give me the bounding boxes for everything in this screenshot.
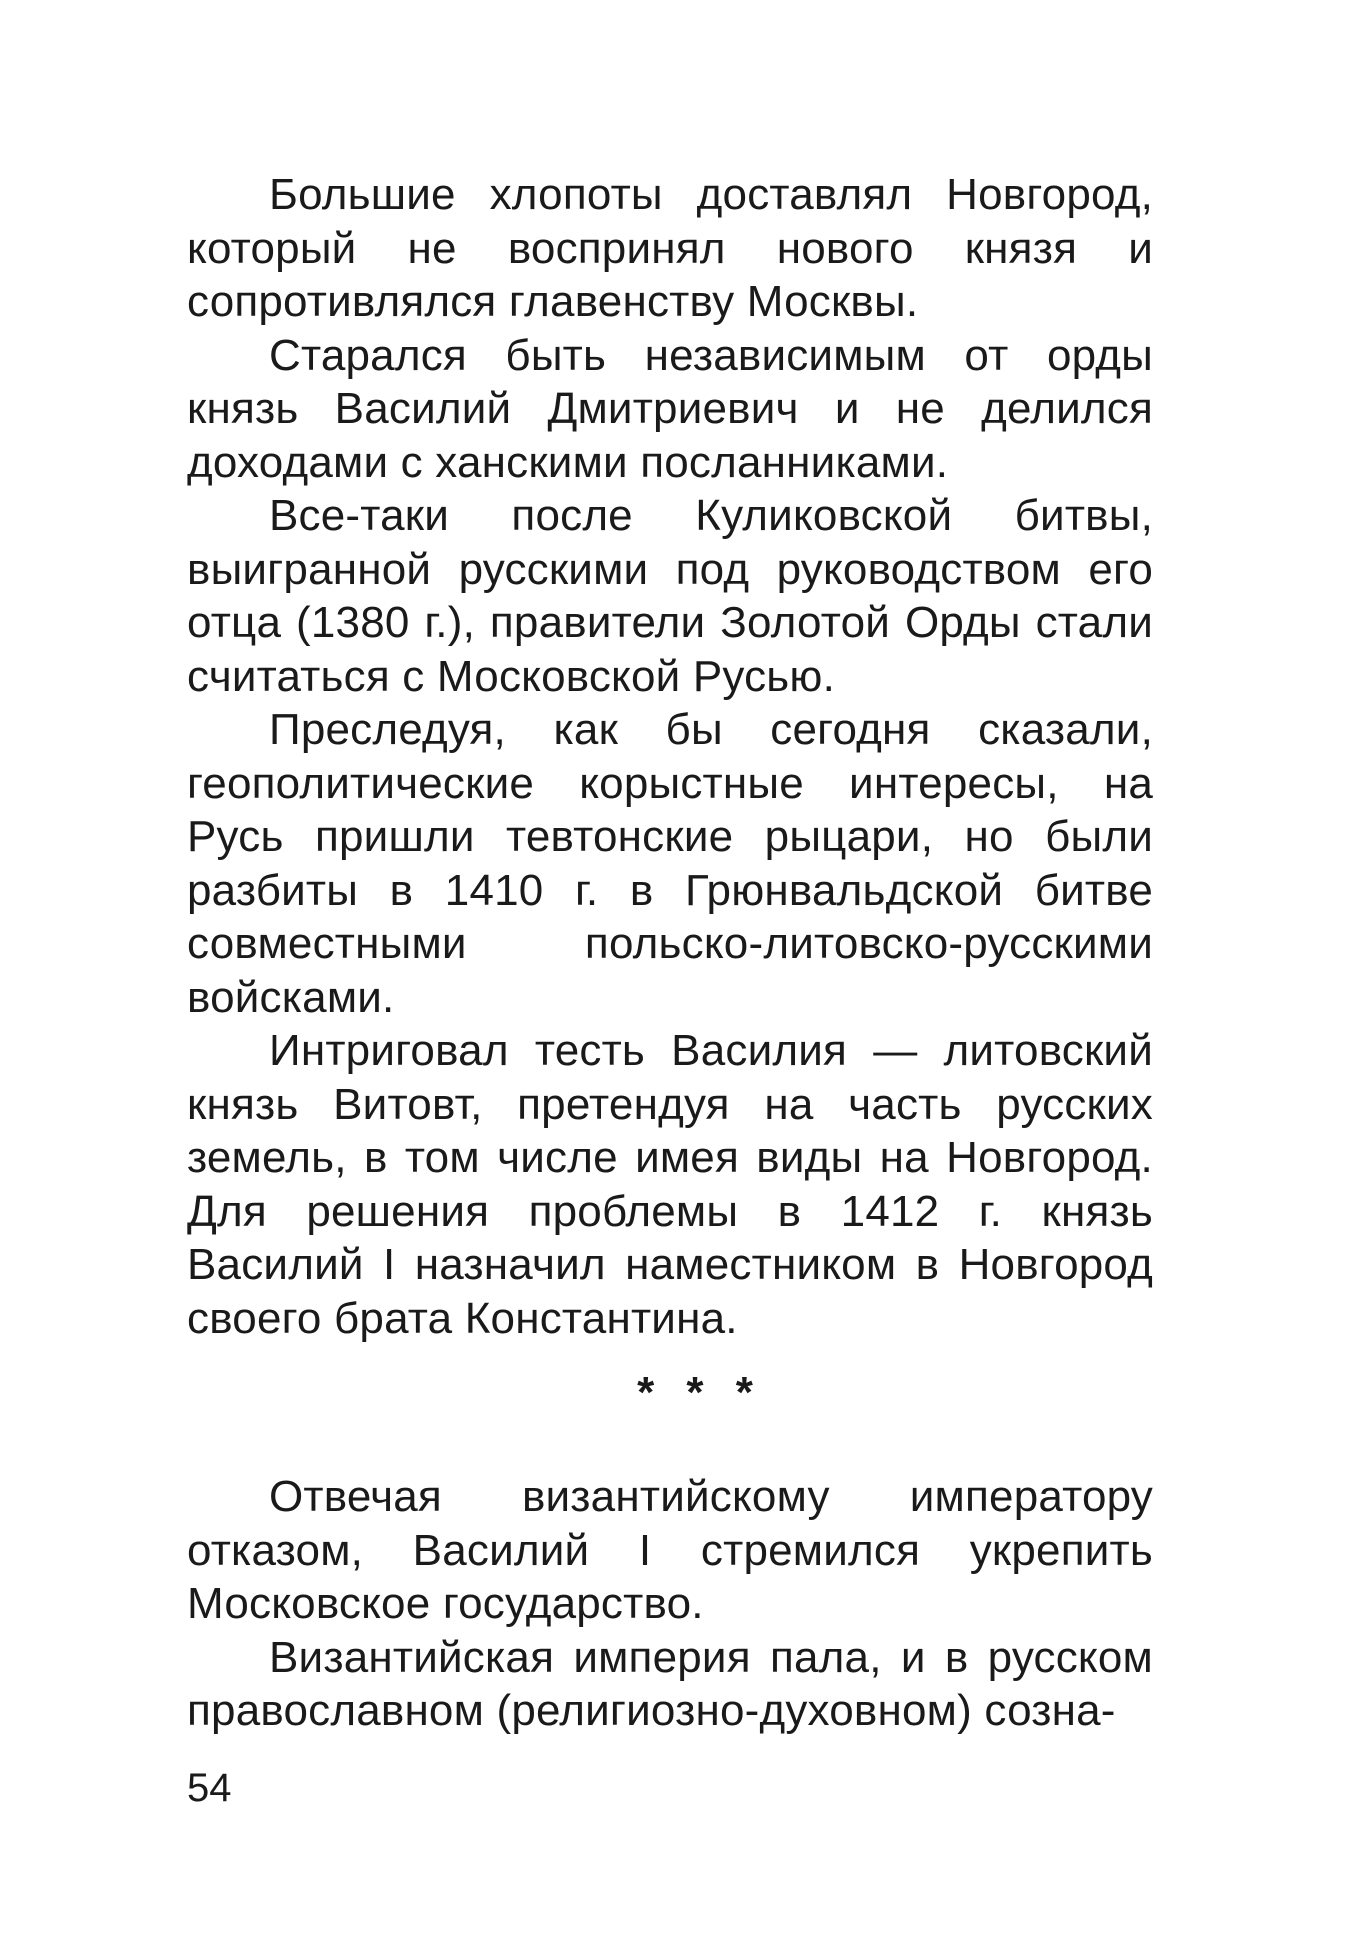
paragraph-teutonic-knights: Преследуя, как бы сегодня сказали, геополитические корыстные интересы, на Русь пришли тевтонские рыцари, но были разбиты в 1410 г. в Грюнвальдской битве совместными польско-литовско-русскими войсками.	[187, 705, 1153, 1022]
section-divider: * * *	[637, 1368, 763, 1417]
paragraph-byzantine-fall: Византийская империя пала, и в русском православном (религиозно-духовном) созна-	[187, 1632, 1153, 1735]
page-number: 54	[187, 1766, 232, 1810]
section-two	[187, 1470, 1153, 1738]
paragraph-kulikovo: Все-таки после Куликовской битвы, выигранной русскими под руководством его отца (1380 г.), правители Золотой Орды стали считаться с Московской Русью.	[187, 491, 1153, 701]
paragraph-vitovt: Интриговал тесть Василия — литовский князь Витовт, претендуя на часть русских земель, в том числе имея виды на Новгород. Для решения проблемы в 1412 г. князь Василий I назначил наместником в Новгород своего брата Константина.	[187, 1026, 1153, 1343]
paragraph-byzantine-refusal: Отвечая византийскому императору отказом, Василий I стремился укрепить Московское государство.	[187, 1472, 1153, 1628]
paragraph-novgorod: Большие хлопоты доставлял Новгород, который не воспринял нового князя и сопротивлялся главенству Москвы.	[187, 170, 1153, 326]
page-body	[187, 168, 1153, 1735]
paragraph-vasily-independence: Старался быть независимым от орды князь Василий Дмитриевич и не делился доходами с ханскими посланниками.	[187, 330, 1153, 487]
